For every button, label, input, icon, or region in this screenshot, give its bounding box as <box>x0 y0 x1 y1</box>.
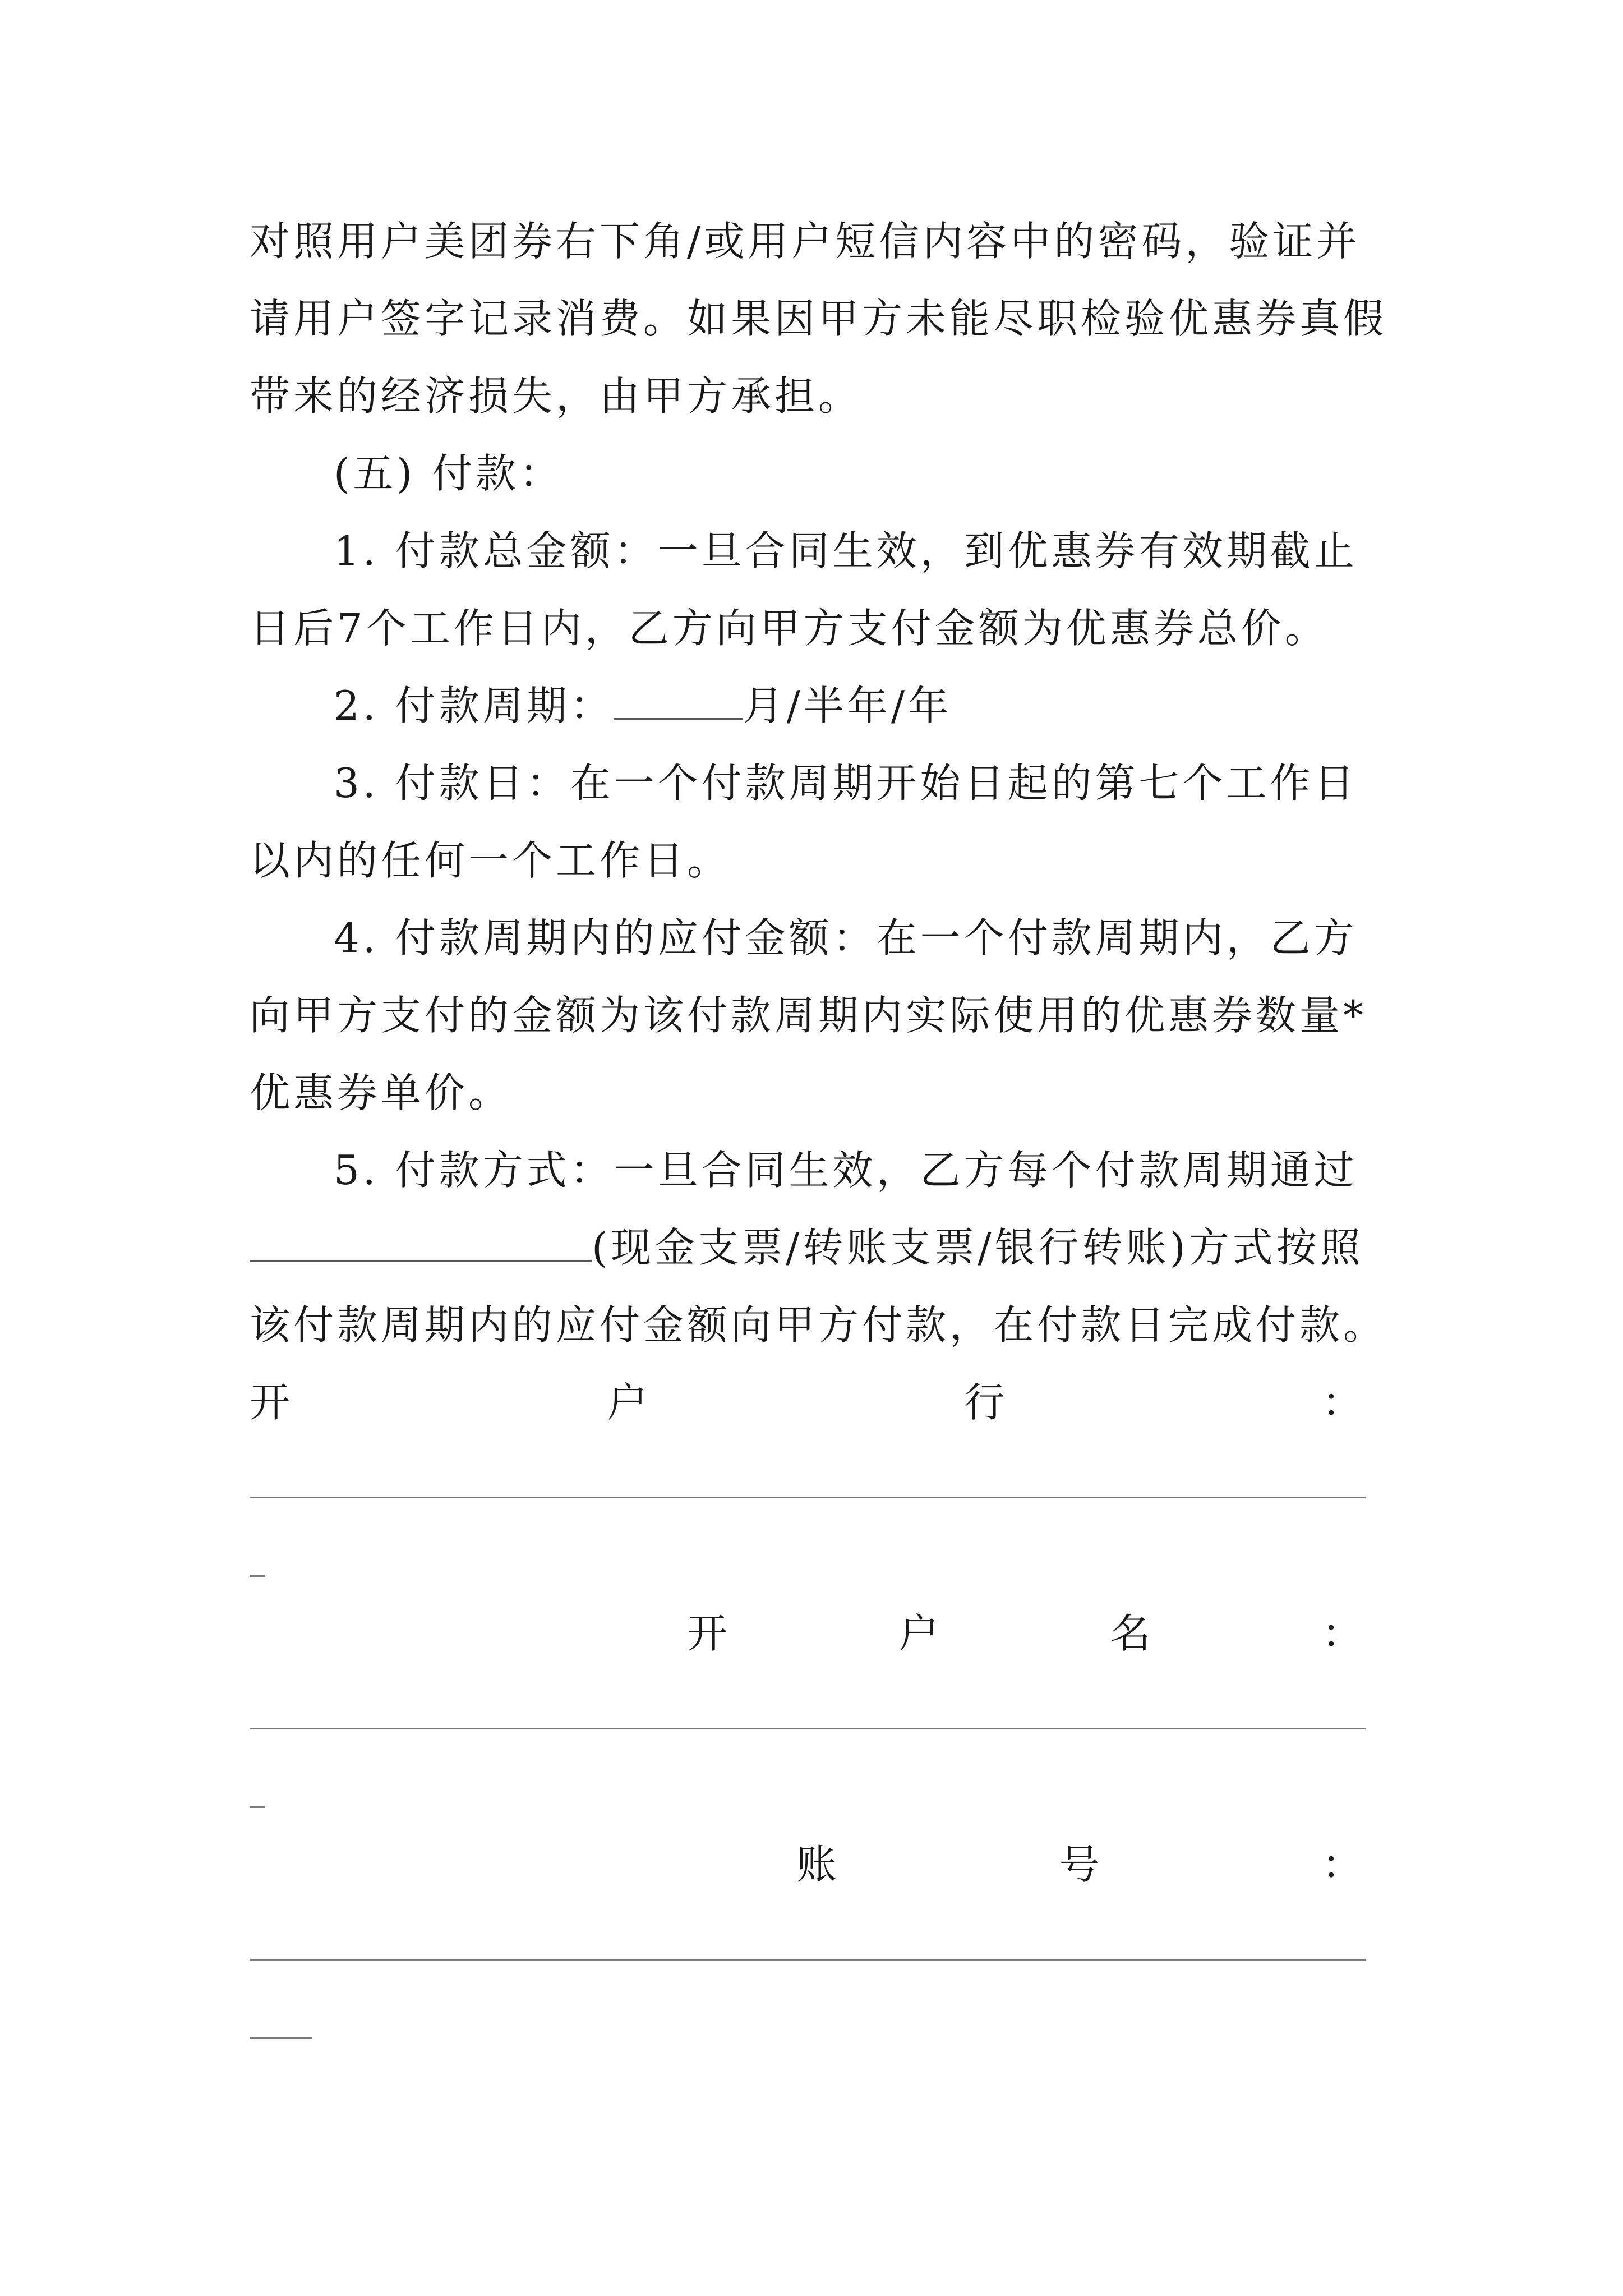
item-5-line <box>250 1220 1394 1276</box>
account-no-label-char: 号 <box>1059 1841 1103 1888</box>
item-1-line: 1. 付款总金额：一旦合同生效，到优惠券有效期截止 <box>334 527 1358 574</box>
bank-label-char: 户 <box>607 1379 651 1426</box>
item-2-prefix: 2. 付款周期： <box>334 682 614 729</box>
bank-label-char: 行 <box>964 1379 1008 1426</box>
item-4-line: 优惠券单价。 <box>250 1069 513 1116</box>
account-name-label-char: 名 <box>1110 1610 1154 1657</box>
account-no-fill-line[interactable] <box>250 1959 1366 1961</box>
item-3-line: 3. 付款日：在一个付款周期开始日起的第七个工作日 <box>334 760 1358 807</box>
bank-label-char: 开 <box>250 1379 294 1426</box>
item-3-line: 以内的任何一个工作日。 <box>250 837 731 884</box>
account-name-fill-line[interactable] <box>250 1728 1366 1729</box>
item-5-method-text: (现金支票/转账支票/银行转账)方式按照 <box>592 1224 1364 1271</box>
account-name-label-row <box>687 1605 1366 1662</box>
account-name-label-char: 开 <box>687 1610 731 1657</box>
account-no-fill-line-tail <box>250 2037 312 2039</box>
account-name-label-char: ： <box>1321 1610 1366 1657</box>
item-5-line: 该付款周期内的应付金额向甲方付款，在付款日完成付款。 <box>250 1301 1387 1349</box>
paragraph-line: 请用户签字记录消费。如果因甲方未能尽职检验优惠券真假 <box>250 295 1387 342</box>
bank-label-row <box>250 1374 1366 1430</box>
account-name-label-char: 户 <box>898 1610 943 1657</box>
bank-label-char: ： <box>1321 1379 1366 1426</box>
account-no-label-char: ： <box>1321 1841 1366 1888</box>
item-2-suffix: 月/半年/年 <box>743 682 952 729</box>
bank-fill-line-tail <box>250 1575 265 1577</box>
blank-field-period[interactable] <box>614 678 743 720</box>
paragraph-line: 带来的经济损失，由甲方承担。 <box>250 372 863 420</box>
section-title: (五) 付款： <box>334 450 564 497</box>
item-5-line: 5. 付款方式：一旦合同生效，乙方每个付款周期通过 <box>334 1147 1358 1194</box>
item-2-line <box>334 678 1394 734</box>
item-4-line: 向甲方支付的金额为该付款周期内实际使用的优惠券数量* <box>250 992 1367 1039</box>
account-no-label-row <box>796 1837 1366 1893</box>
bank-fill-line[interactable] <box>250 1497 1366 1498</box>
account-no-label-char: 账 <box>796 1841 841 1888</box>
blank-field-payment-method[interactable] <box>250 1220 592 1262</box>
item-4-line: 4. 付款周期内的应付金额：在一个付款周期内，乙方 <box>334 914 1358 961</box>
item-1-line: 日后7个工作日内，乙方向甲方支付金额为优惠券总价。 <box>250 605 1329 652</box>
paragraph-line: 对照用户美团券右下角/或用户短信内容中的密码，验证并 <box>250 218 1361 265</box>
account-name-fill-line-tail <box>250 1806 265 1808</box>
